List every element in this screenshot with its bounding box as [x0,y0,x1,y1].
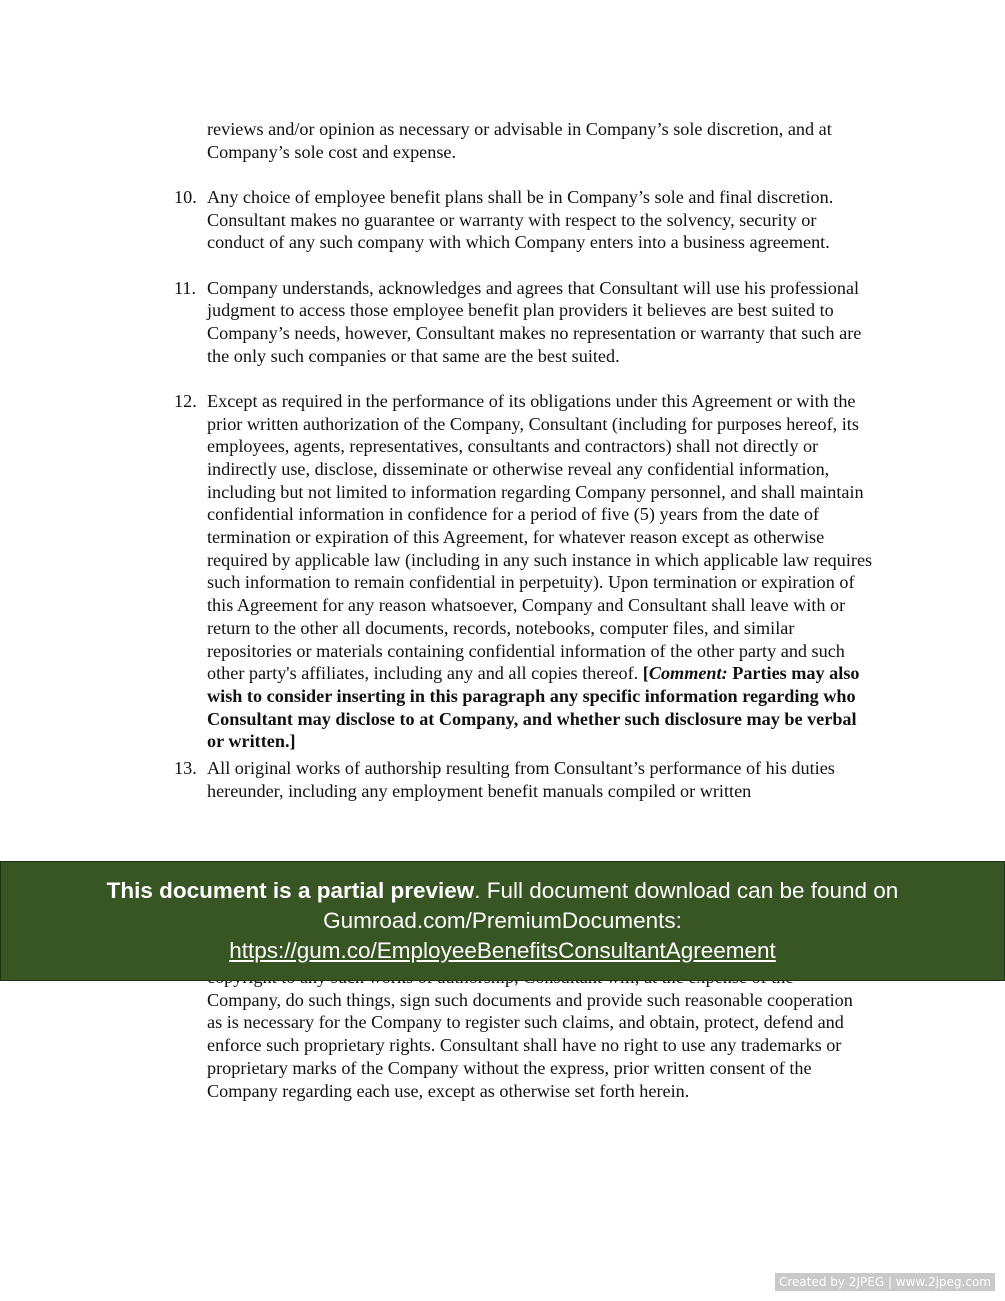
clause-number: 11. [174,277,197,298]
banner-line-2: Gumroad.com/PremiumDocuments: [323,908,682,933]
clause-text: All original works of authorship resulting from Consultant’s performance of his duties hereunder, including any employment benefit manuals compiled or written [207,758,835,801]
clause-number: 13. [174,758,197,779]
intro-continuation: reviews and/or opinion as necessary or advisable in Company’s sole discretion, and at Company’s sole cost and expense. [207,119,832,162]
clause-10 [174,186,874,254]
document-body [174,118,874,825]
preview-banner [0,861,1005,981]
banner-line-1 [1,876,1004,906]
clause-text: Company understands, acknowledges and agrees that Consultant will use his professional judgment to access those employee benefit plan providers it believes are best suited to Company’s needs, however, Consultant makes no representation or warranty that such are the only such companies or that same are the best suited. [207,277,862,366]
clause-13 [174,757,874,802]
clause-number: 10. [174,186,197,207]
banner-rest: . Full document download can be found on [474,878,899,903]
banner-strong: This document is a partial preview [106,878,475,903]
clause-11 [174,277,874,368]
comment-text: Parties may also wish to consider inserting in this paragraph any specific information regarding who Consultant may disclose to at Company, and whether such disclosure may be verbal or written.] [207,663,860,752]
clause-13-continuation: Company, do such things, sign such documents and provide such reasonable cooperation as is necessary for the Company to register such claims, and obtain, protect, defend and enforce such proprietary rights. Consultant shall have no right to use any trademarks or proprietary marks of the Company without the express, prior written consent of the Company regarding each use, except as otherwise set forth herein. [207,989,853,1101]
comment-label: Comment: [648,663,728,684]
download-link[interactable]: https://gum.co/EmployeeBenefitsConsultantAgreement [229,938,776,963]
comment-open: [ [642,663,649,684]
clause-text: Any choice of employee benefit plans shall be in Company’s sole and final discretion. Consultant makes no guarantee or warranty with respect to the solvency, security or conduct of any such company with which Company enters into a business agreement. [207,186,834,253]
clause-text: Except as required in the performance of its obligations under this Agreement or with the prior written authorization of the Company, Consultant (including for purposes hereof, its employees, agents, representatives, consultants and contractors) shall not directly or indirectly use, disclose, disseminate or otherwise reveal any confidential information, including but not limited to information regarding Company personnel, and shall maintain confidential information in confidence for a period of five (5) years from the date of termination or expiration of this Agreement, for whatever reason except as otherwise required by applicable law (including in any such instance in which applicable law requires such information to remain confidential in perpetuity). Upon termination or expiration of this Agreement for any reason whatsoever, Company and Consultant shall leave with or return to the other all documents, records, notebooks, computer files, and similar repositories or materials containing confidential information of the other party and such other party's affiliates, including any and all copies thereof. [207,390,873,684]
watermark: Created by 2JPEG | www.2jpeg.com [775,1273,995,1291]
clause-number: 12. [174,390,197,411]
clause-12 [174,390,874,753]
